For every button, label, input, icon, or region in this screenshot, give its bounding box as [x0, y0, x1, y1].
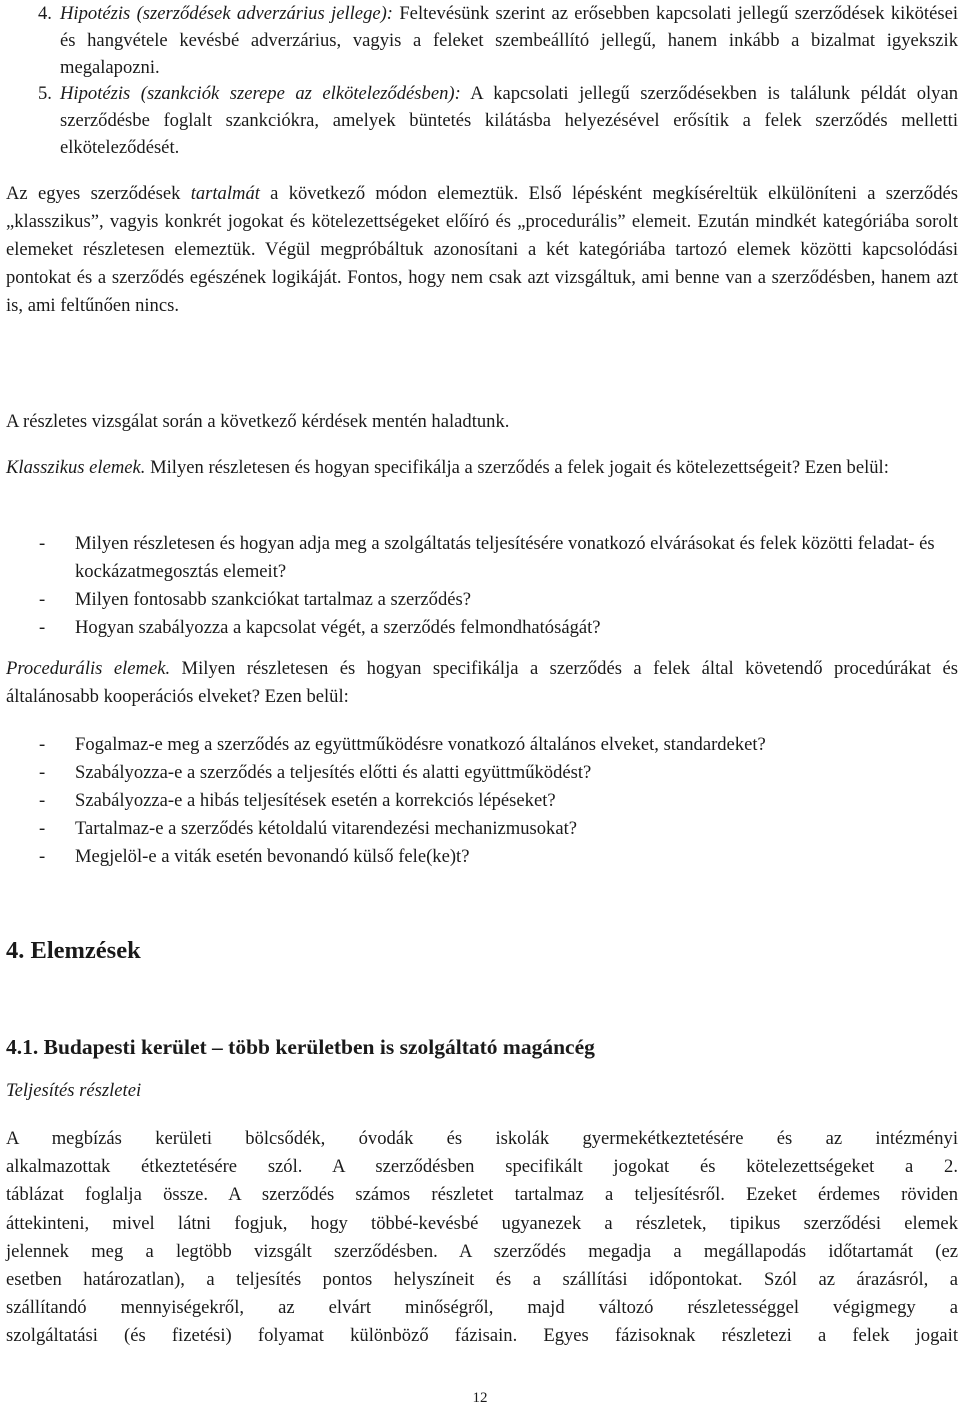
- classic-list: [6, 530, 958, 642]
- list-item-text: Szabályozza-e a szerződés a teljesítés előtti és alatti együttműködést?: [75, 762, 592, 783]
- dash-bullet: -: [39, 790, 46, 811]
- dash-bullet: -: [39, 589, 46, 610]
- list-item: [6, 759, 958, 787]
- analysis-text-post: a következő módon elemeztük. Első lépésként megkíséreltük elkülöníteni a szerződés „klasszikus”, vagyis konkrét jogokat és kötelezettségeket előíró és „procedurális” elemeit. Ezután mindkét kategóriába sorolt elemeket részletesen elemeztük. Végül megpróbáltuk azonosítani a két kategóriába tartozó elemek közötti kapcsolódási pontokat és a szerződés egészének logikáját. Fontos, hogy nem csak azt vizsgáltuk, ami benne van a szerződésben, hanem azt is, ami feltűnően nincs.: [6, 183, 959, 316]
- list-item-text: Szabályozza-e a hibás teljesítések esetén a korrekciós lépéseket?: [75, 790, 556, 811]
- paragraph-line: A megbízás kerületi bölcsődék, óvodák és iskolák gyermekétkeztetésére és az intézményi: [6, 1128, 958, 1149]
- list-item-text: Hogyan szabályozza a kapcsolat végét, a szerződés felmondhatóságát?: [75, 617, 601, 638]
- hypothesis-number: 4.: [38, 3, 52, 24]
- dash-bullet: -: [39, 762, 46, 783]
- list-item: [6, 787, 958, 815]
- hypothesis-5: [6, 80, 958, 161]
- paragraph-line: jelennek meg a legtöbb vizsgált szerződésben. A szerződés megadja a megállapodás időtartamát (ez: [6, 1240, 958, 1262]
- analysis-text-pre: Az egyes szerződések: [6, 183, 191, 204]
- procedural-text: Milyen részletesen és hogyan specifikálja a szerződés a felek által követendő procedúrákat és általánosabb kooperációs elveket? Ezen belül:: [6, 658, 958, 707]
- procedural-label: Procedurális elemek.: [6, 658, 171, 679]
- dash-bullet: -: [39, 617, 46, 638]
- list-item: [6, 815, 958, 843]
- classic-text: Milyen részletesen és hogyan specifikálja a szerződés a felek jogait és kötelezettségeit? Ezen belül:: [145, 457, 889, 478]
- list-item-text: Milyen fontosabb szankciókat tartalmaz a szerződés?: [75, 589, 471, 610]
- list-item: [6, 614, 958, 642]
- procedural-elements-paragraph: [6, 655, 958, 711]
- page-number: 12: [472, 1390, 488, 1406]
- classic-elements-paragraph: [6, 454, 958, 482]
- paragraph-line: esetben határozatlan), a teljesítés pontos helyszíneit és a szállítási időpontokat. Szól az árazásról, a: [6, 1269, 958, 1291]
- performance-label: [6, 1077, 958, 1105]
- analysis-italic: tartalmát: [190, 183, 260, 204]
- classic-label: Klasszikus elemek.: [6, 457, 146, 478]
- hypothesis-text: Feltevésünk szerint az erősebben kapcsolati jellegű szerződések kikötései és hangvétele kevésbé adverzárius, vagyis a feleket szembeállító jellegű, hanem inkább a bizalmat igyekszik megalapozni.: [60, 3, 958, 78]
- paragraph-line: szolgáltatási (és fizetési) folyamat különböző fázisain. Egyes fázisoknak részletezi a felek jogait: [6, 1325, 958, 1347]
- procedural-list: [6, 731, 958, 871]
- dash-bullet: -: [39, 533, 46, 554]
- paragraph-line: szállítandó mennyiségekről, az elvárt minőségről, majd változó részletességgel végigmegy a: [6, 1297, 958, 1319]
- performance-label-text: Teljesítés részletei: [6, 1080, 142, 1101]
- list-item-text: Tartalmaz-e a szerződés kétoldalú vitarendezési mechanizmusokat?: [75, 818, 578, 839]
- dash-bullet: -: [39, 734, 46, 755]
- section-heading: 4. Elemzések: [6, 937, 141, 964]
- dash-bullet: -: [39, 846, 46, 867]
- list-item: [6, 530, 958, 586]
- paragraph-line: alkalmazottak étkeztetésére szól. A szerződésben specifikált jogokat és kötelezettségeket a 2.: [6, 1156, 958, 1178]
- analysis-paragraph: [6, 180, 958, 320]
- subsection-heading: 4.1. Budapesti kerület – több kerületben is szolgáltató magáncég: [6, 1035, 595, 1059]
- dash-bullet: -: [39, 818, 46, 839]
- performance-paragraph: [6, 1125, 958, 1351]
- list-item: [6, 586, 958, 614]
- list-item: [6, 843, 958, 871]
- hypothesis-number: 5.: [38, 83, 52, 104]
- detail-intro: A részletes vizsgálat során a következő kérdések mentén haladtunk.: [6, 411, 510, 432]
- hypothesis-text: A kapcsolati jellegű szerződésekben is találunk példát olyan szerződésbe foglalt szankciókra, amelyek büntetés kilátásba helyezésével erősítik a felek szerződés melletti elköteleződését.: [60, 83, 959, 158]
- list-item-text: Megjelöl-e a viták esetén bevonandó külső fele(ke)t?: [75, 846, 470, 867]
- list-item-text: Fogalmaz-e meg a szerződés az együttműködésre vonatkozó általános elveket, standardeket?: [75, 734, 766, 755]
- list-item: [6, 731, 958, 759]
- hypothesis-4: [6, 0, 958, 81]
- paragraph-line: áttekinteni, mivel látni fogjuk, hogy többé-kevésbé ugyanezek a részletek, tipikus szerződési elemek: [6, 1212, 958, 1234]
- paragraph-line: táblázat foglalja össze. A szerződés számos részletet tartalmaz a teljesítésről. Ezeket érdemes röviden: [6, 1184, 958, 1206]
- list-item-text: Milyen részletesen és hogyan adja meg a szolgáltatás teljesítésére vonatkozó elvárásokat és felek közötti feladat- és kockázatmegosztás elemeit?: [75, 533, 935, 582]
- hypothesis-title: Hipotézis (szerződések adverzárius jellege):: [60, 3, 393, 24]
- hypothesis-title: Hipotézis (szankciók szerepe az elköteleződésben):: [60, 83, 461, 104]
